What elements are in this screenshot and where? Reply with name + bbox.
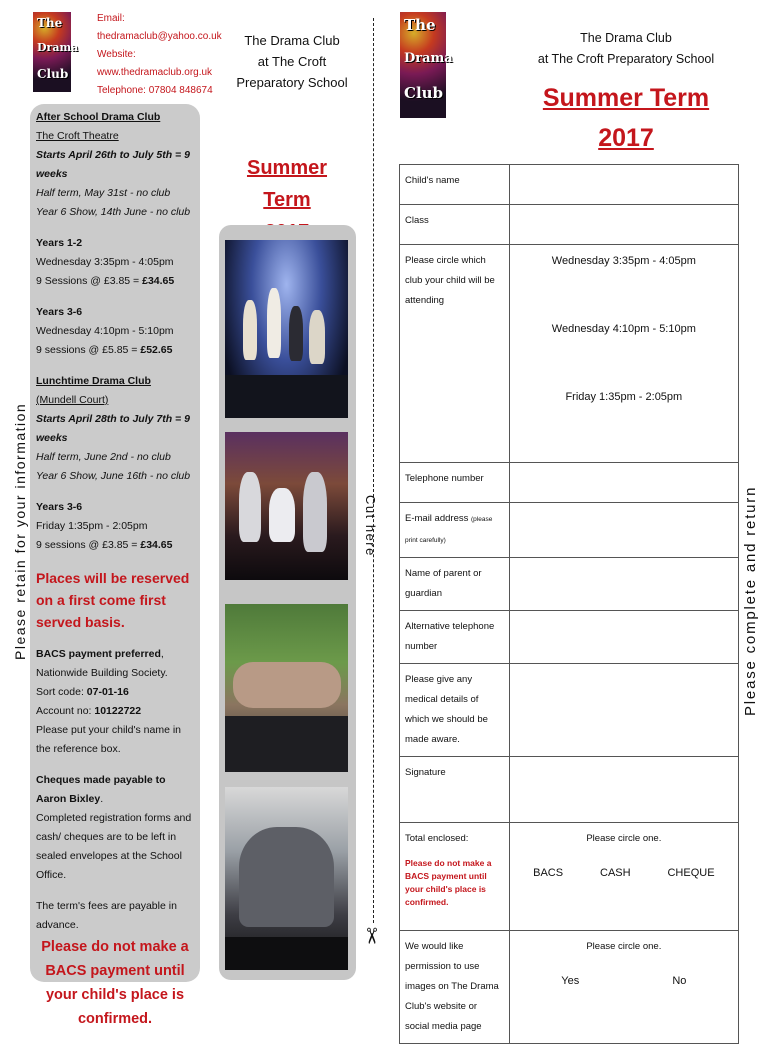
club-circle-label: Please circle which club your child will be attending (400, 245, 510, 463)
class-label: Class (400, 205, 510, 245)
lunchtime-half-term: Half term, June 2nd - no club (36, 451, 171, 463)
signature-field[interactable] (509, 757, 738, 823)
permission-yes[interactable]: Yes (561, 975, 580, 987)
group-photo (225, 604, 348, 772)
club-option-friday[interactable]: Friday 1:35pm - 2:05pm (565, 391, 683, 403)
email-field[interactable] (509, 503, 738, 558)
lunchtime-heading: Lunchtime Drama Club (36, 375, 151, 387)
complete-return-label: Please complete and return (742, 485, 759, 716)
payment-options (509, 823, 738, 931)
medical-field[interactable] (509, 664, 738, 757)
cut-here-label: Cut here (363, 495, 378, 557)
year6-show: Year 6 Show, 14th June - no club (36, 206, 191, 218)
venue: The Croft Theatre (36, 130, 119, 142)
telephone-label-form: Telephone number (400, 463, 510, 503)
email-label-form: E-mail address (please print carefully) (400, 503, 510, 558)
sort-code: Sort code: 07-01-16 (36, 686, 129, 698)
group1-title: Years 1-2 (36, 237, 83, 249)
stage-photo-2 (225, 432, 348, 580)
group1-time: Wednesday 3:35pm - 4:05pm (36, 256, 174, 268)
bank-name: Nationwide Building Society. (36, 667, 168, 679)
payment-bacs[interactable]: BACS (533, 867, 564, 879)
medical-label: Please give any medical details of which we should be made aware. (400, 664, 510, 757)
forms-note: Completed registration forms and cash/ cheques are to be left in sealed envelopes at the School Office. (36, 812, 192, 881)
alt-phone-field[interactable] (509, 611, 738, 664)
group2-title: Years 3-6 (36, 306, 83, 318)
stage-photo-1 (225, 240, 348, 418)
fees-note: The term's fees are payable in advance. (36, 900, 177, 931)
payment-cheque[interactable]: CHEQUE (667, 867, 715, 879)
drama-club-logo: The Drama Club (33, 12, 71, 92)
retain-label: Please retain for your information (12, 402, 28, 660)
parent-label: Name of parent or guardian (400, 558, 510, 611)
group1-price: 9 Sessions @ £3.85 = £34.65 (36, 275, 175, 287)
bacs-warning: Please do not make a BACS payment until your child's place is confirmed. (41, 939, 189, 1027)
permission-options (509, 931, 738, 1044)
email-label: Email: (97, 13, 125, 24)
stage-photo-4 (225, 787, 348, 970)
club-options (509, 245, 738, 463)
cut-line (373, 18, 374, 923)
middle-term: Summer Term (246, 157, 328, 211)
group3-time: Friday 1:35pm - 2:05pm (36, 520, 148, 532)
permission-no[interactable]: No (672, 975, 687, 987)
telephone-line (97, 82, 222, 100)
permission-circle-label: Please circle one. (586, 941, 662, 952)
lunchtime-dates: Starts April 28th to July 7th = 9 weeks (36, 413, 190, 444)
half-term: Half term, May 31st - no club (36, 187, 171, 199)
club-option-wed-early[interactable]: Wednesday 3:35pm - 4:05pm (551, 255, 696, 267)
lunchtime-show: Year 6 Show, June 16th - no club (36, 470, 191, 482)
website-label: Website: (97, 49, 136, 60)
group2-time: Wednesday 4:10pm - 5:10pm (36, 325, 174, 337)
telephone-field[interactable] (509, 463, 738, 503)
parent-field[interactable] (509, 558, 738, 611)
total-warning: Please do not make a BACS payment until your child's place is confirmed. (405, 858, 492, 907)
group3-title: Years 3-6 (36, 501, 83, 513)
lunchtime-venue: (Mundell Court) (36, 394, 109, 406)
signature-label: Signature (400, 757, 510, 823)
info-panel (30, 104, 200, 1027)
permission-label: We would like permission to use images on The Drama Club's website or social media page (400, 931, 510, 1044)
places-notice: Places will be reserved on a first come first served basis. (36, 570, 190, 630)
cheques-note: Cheques made payable to Aaron Bixley. (36, 774, 166, 805)
right-term: Summer Term 2017 (542, 84, 710, 152)
scissors-icon: ✂ (359, 926, 385, 946)
account-number: Account no: 10122722 (36, 705, 142, 717)
telephone-label: Telephone: (97, 85, 146, 96)
child-name-label: Child's name (400, 165, 510, 205)
class-field[interactable] (509, 205, 738, 245)
email-link[interactable]: thedramaclub@yahoo.co.uk (97, 31, 222, 42)
payment-circle-label: Please circle one. (586, 833, 662, 844)
telephone-number: 07804 848674 (148, 85, 213, 96)
group2-price: 9 sessions @ £5.85 = £52.65 (36, 344, 173, 356)
bacs-line: BACS payment preferred, (36, 648, 164, 660)
total-label: Total enclosed: (405, 833, 469, 844)
group3-price: 9 sessions @ £3.85 = £34.65 (36, 539, 173, 551)
after-school-heading: After School Drama Club (36, 111, 161, 123)
right-title: The Drama Club at The Croft Preparatory School (537, 31, 715, 66)
drama-club-logo-right: The Drama Club (400, 12, 446, 118)
alt-phone-label: Alternative telephone number (400, 611, 510, 664)
child-name-field[interactable] (509, 165, 738, 205)
term-dates: Starts April 26th to July 5th = 9 weeks (36, 149, 190, 180)
total-cell (400, 823, 510, 931)
club-option-wed-late[interactable]: Wednesday 4:10pm - 5:10pm (551, 323, 696, 335)
registration-form (399, 164, 739, 1044)
reference-note: Please put your child's name in the reference box. (36, 724, 182, 755)
payment-cash[interactable]: CASH (600, 867, 631, 879)
website-link[interactable]: www.thedramaclub.org.uk (97, 67, 213, 78)
middle-title: The Drama Club at The Croft Preparatory School (236, 33, 348, 90)
contact-details (97, 10, 222, 100)
